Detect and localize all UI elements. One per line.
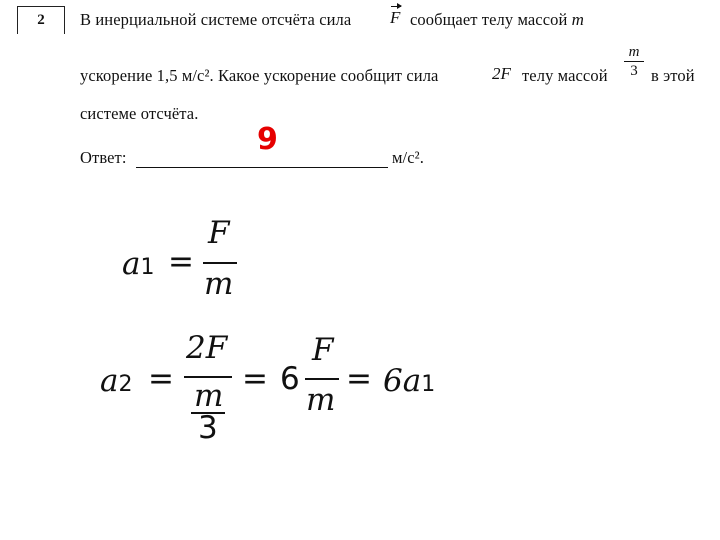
formula-1-denominator: m (204, 266, 234, 302)
formula-2-numerator-text: 2F (186, 330, 228, 366)
task-line-2-after-2F: телу массой (522, 66, 608, 85)
task-line-2-mass-text (522, 66, 608, 86)
task-line-1 (80, 10, 351, 30)
double-force-text: 2F (492, 64, 511, 83)
formula-1-lhs (122, 246, 154, 282)
task-line-2-end (651, 66, 695, 86)
force-symbol-F: F (390, 8, 401, 27)
formula-2-lhs (100, 363, 132, 399)
answer-label-text: Ответ: (80, 148, 127, 167)
formula-2-equals-1: = (148, 361, 174, 397)
task-line-3 (80, 104, 198, 124)
formula-1-equals: = (168, 244, 194, 280)
formula-2-sub: 2 (118, 372, 133, 397)
formula-2-frac-bar (305, 378, 339, 380)
mass-third-bar (624, 61, 644, 62)
formula-2-equals-2: = (242, 361, 268, 397)
formula-2-frac-numerator: F (312, 332, 334, 368)
answer-label (80, 148, 127, 168)
answer-underline (136, 167, 388, 168)
formula-2-coefficient: 6 (280, 361, 300, 397)
formula-1-bar (203, 262, 237, 264)
task-line-1-after-F: сообщает телу массой (410, 10, 568, 29)
formula-2-inner-numerator: m (194, 378, 224, 414)
answer-value: 9 (257, 122, 278, 157)
answer-unit-text: м/с². (392, 148, 424, 167)
mass-symbol-m: m (571, 10, 585, 29)
formula-2-numerator (186, 330, 227, 366)
formula-2-inner-denominator: 3 (198, 410, 218, 446)
formula-1-sub: 1 (140, 255, 155, 280)
task-number: 2 (37, 12, 45, 28)
mass-third-fraction (624, 44, 644, 79)
task-line-3-text: системе отсчёта. (80, 104, 199, 123)
formula-2-a: a (100, 363, 119, 399)
task-line-2 (80, 66, 438, 86)
task-line-2-text: ускорение 1,5 м/с². Какое ускорение сообщит сила (80, 66, 439, 85)
formula-2-result (383, 363, 435, 399)
formula-2-result-text: 6a (383, 363, 422, 399)
formula-1-a: a (122, 246, 141, 282)
task-line-2-end-text: в этой (651, 66, 695, 85)
formula-1-numerator: F (208, 215, 230, 251)
force-vector-symbol (390, 8, 400, 28)
task-line-1-start: В инерциальной системе отсчёта сила (80, 10, 352, 29)
answer-unit (392, 148, 424, 168)
task-number-box (17, 6, 65, 34)
task-line-1-end (410, 10, 584, 30)
formula-2-frac-denominator: m (306, 382, 336, 418)
formula-2-result-sub: 1 (421, 372, 436, 397)
formula-2-equals-3: = (346, 361, 372, 397)
mass-third-numerator: m (628, 44, 640, 60)
double-force-symbol (492, 64, 511, 84)
mass-third-denominator: 3 (630, 63, 638, 79)
